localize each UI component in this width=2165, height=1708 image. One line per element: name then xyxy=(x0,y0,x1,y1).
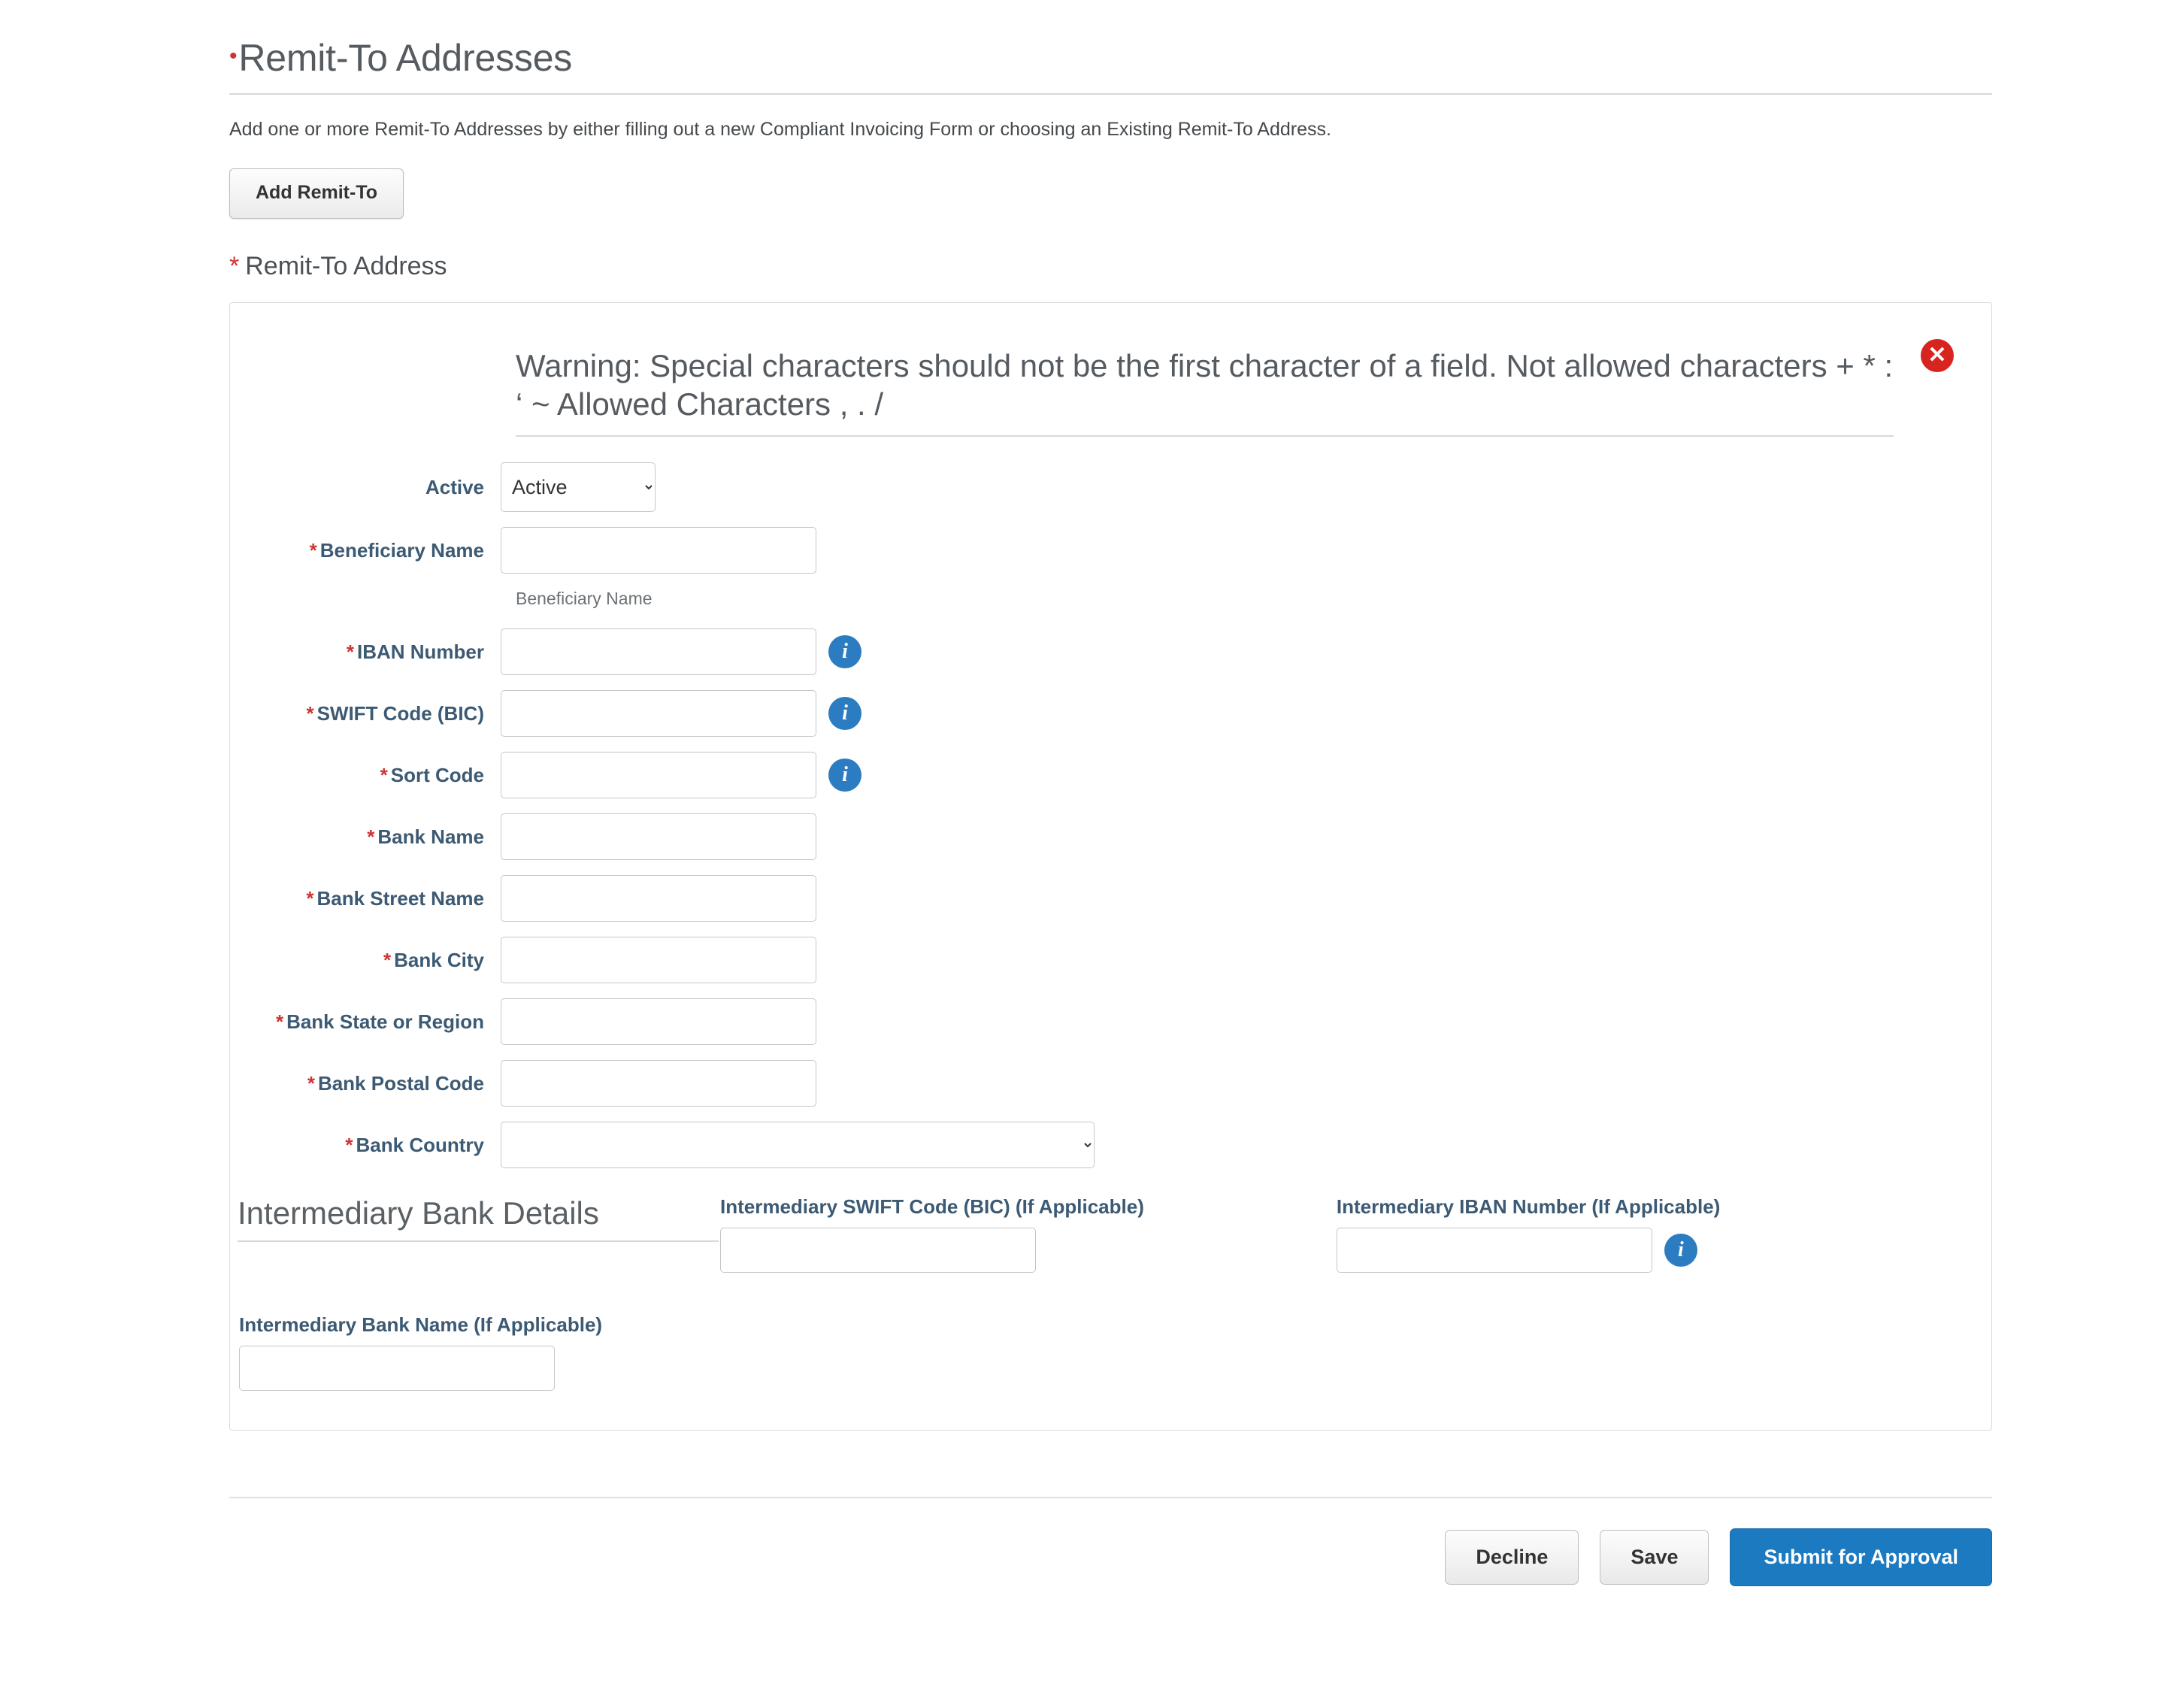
section-description: Add one or more Remit-To Addresses by either filling out a new Compliant Invoicing Form or choosing an Existing Remit-To Address. xyxy=(229,119,1331,140)
form-footer xyxy=(229,1497,1992,1586)
sort-code-input[interactable] xyxy=(501,752,816,798)
intermediary-iban-input[interactable] xyxy=(1337,1228,1652,1273)
intermediary-field-row xyxy=(720,1195,1991,1273)
info-icon[interactable]: i xyxy=(828,635,861,668)
field-row-bank-postal-code xyxy=(230,1060,1991,1107)
label-text: IBAN Number xyxy=(356,640,484,663)
label-sort-code xyxy=(230,764,501,787)
label-intermediary-swift: Intermediary SWIFT Code (BIC) (If Applicable) xyxy=(720,1195,1144,1219)
label-text: Bank Country xyxy=(356,1133,484,1156)
field-row-bank-name xyxy=(230,813,1991,860)
required-dot: • xyxy=(229,43,238,68)
swift-code-input[interactable] xyxy=(501,690,816,737)
label-beneficiary-name xyxy=(230,539,501,562)
label-swift-code xyxy=(230,702,501,725)
bank-postal-code-input[interactable] xyxy=(501,1060,816,1107)
bank-name-input[interactable] xyxy=(501,813,816,860)
required-star: * xyxy=(306,886,314,910)
required-star: * xyxy=(346,640,354,663)
beneficiary-name-helper: Beneficiary Name xyxy=(516,589,653,609)
required-star: * xyxy=(380,763,388,786)
label-iban-number xyxy=(230,640,501,664)
decline-button[interactable]: Decline xyxy=(1445,1530,1579,1585)
label-bank-street-name xyxy=(230,887,501,910)
bank-city-input[interactable] xyxy=(501,937,816,983)
required-star: * xyxy=(309,538,317,562)
label-text: SWIFT Code (BIC) xyxy=(316,701,484,725)
required-star: * xyxy=(229,251,240,280)
required-star: * xyxy=(275,1010,284,1033)
add-remit-to-button[interactable]: Add Remit-To xyxy=(229,168,404,219)
field-row-iban-number xyxy=(230,628,1991,675)
bank-country-select[interactable] xyxy=(501,1122,1095,1168)
label-bank-name xyxy=(230,825,501,849)
field-row-bank-street-name xyxy=(230,875,1991,922)
intermediary-iban-input-group xyxy=(1337,1228,1720,1273)
active-select[interactable] xyxy=(501,462,656,512)
close-icon[interactable]: ✕ xyxy=(1921,339,1954,372)
warning-banner xyxy=(516,342,1961,437)
label-text: Beneficiary Name xyxy=(319,538,484,562)
info-icon[interactable]: i xyxy=(828,759,861,792)
warning-text: Warning: Special characters should not be the first character of a field. Not allowed characters + * : ‘ ~ Allowed Characters , . / xyxy=(516,347,1894,437)
remit-to-address-label-text: Remit-To Address xyxy=(245,251,447,280)
remit-to-addresses-section xyxy=(229,0,1992,1586)
submit-for-approval-button[interactable]: Submit for Approval xyxy=(1730,1528,1992,1586)
intermediary-bank-name-input[interactable] xyxy=(239,1346,555,1391)
field-row-swift-code xyxy=(230,690,1991,737)
required-star: * xyxy=(345,1133,353,1156)
label-intermediary-iban: Intermediary IBAN Number (If Applicable) xyxy=(1336,1195,1721,1219)
label-active: Active xyxy=(425,475,484,498)
field-row-bank-country xyxy=(230,1122,1991,1168)
iban-number-input[interactable] xyxy=(501,628,816,675)
label-text: Bank Postal Code xyxy=(317,1071,484,1095)
intermediary-iban-field xyxy=(1337,1195,1720,1273)
info-icon[interactable]: i xyxy=(828,697,861,730)
remit-to-address-label xyxy=(229,252,1992,281)
bank-state-or-region-input[interactable] xyxy=(501,998,816,1045)
field-row-active xyxy=(230,462,1991,512)
field-row-beneficiary-name xyxy=(230,527,1991,574)
remit-to-form xyxy=(230,462,1991,1168)
field-row-bank-state-or-region xyxy=(230,998,1991,1045)
save-button[interactable]: Save xyxy=(1600,1530,1709,1585)
required-star: * xyxy=(383,948,392,971)
required-star: * xyxy=(367,825,375,848)
page-title xyxy=(229,36,1992,95)
intermediary-swift-input[interactable] xyxy=(720,1228,1036,1273)
remit-to-address-panel xyxy=(229,302,1992,1431)
required-star: * xyxy=(307,1071,315,1095)
info-icon[interactable]: i xyxy=(1664,1234,1697,1267)
field-row-bank-city xyxy=(230,937,1991,983)
label-intermediary-bank-name: Intermediary Bank Name (If Applicable) xyxy=(239,1313,603,1337)
label-bank-state-or-region xyxy=(230,1010,501,1034)
intermediary-title: Intermediary Bank Details xyxy=(238,1195,719,1242)
bank-street-name-input[interactable] xyxy=(501,875,816,922)
page-title-text: Remit-To Addresses xyxy=(238,37,573,79)
beneficiary-name-input[interactable] xyxy=(501,527,816,574)
label-text: Bank State or Region xyxy=(286,1010,484,1033)
intermediary-bank-details xyxy=(230,1195,1991,1273)
intermediary-swift-field xyxy=(720,1195,1144,1273)
label-text: Sort Code xyxy=(390,763,484,786)
label-text: Bank Street Name xyxy=(316,886,484,910)
field-row-sort-code xyxy=(230,752,1991,798)
label-bank-city xyxy=(230,949,501,972)
label-text: Bank Name xyxy=(377,825,484,848)
label-text: Bank City xyxy=(394,948,484,971)
label-bank-postal-code xyxy=(230,1072,501,1095)
intermediary-bank-name-field xyxy=(230,1313,1991,1391)
required-star: * xyxy=(306,701,314,725)
label-bank-country xyxy=(230,1134,501,1157)
